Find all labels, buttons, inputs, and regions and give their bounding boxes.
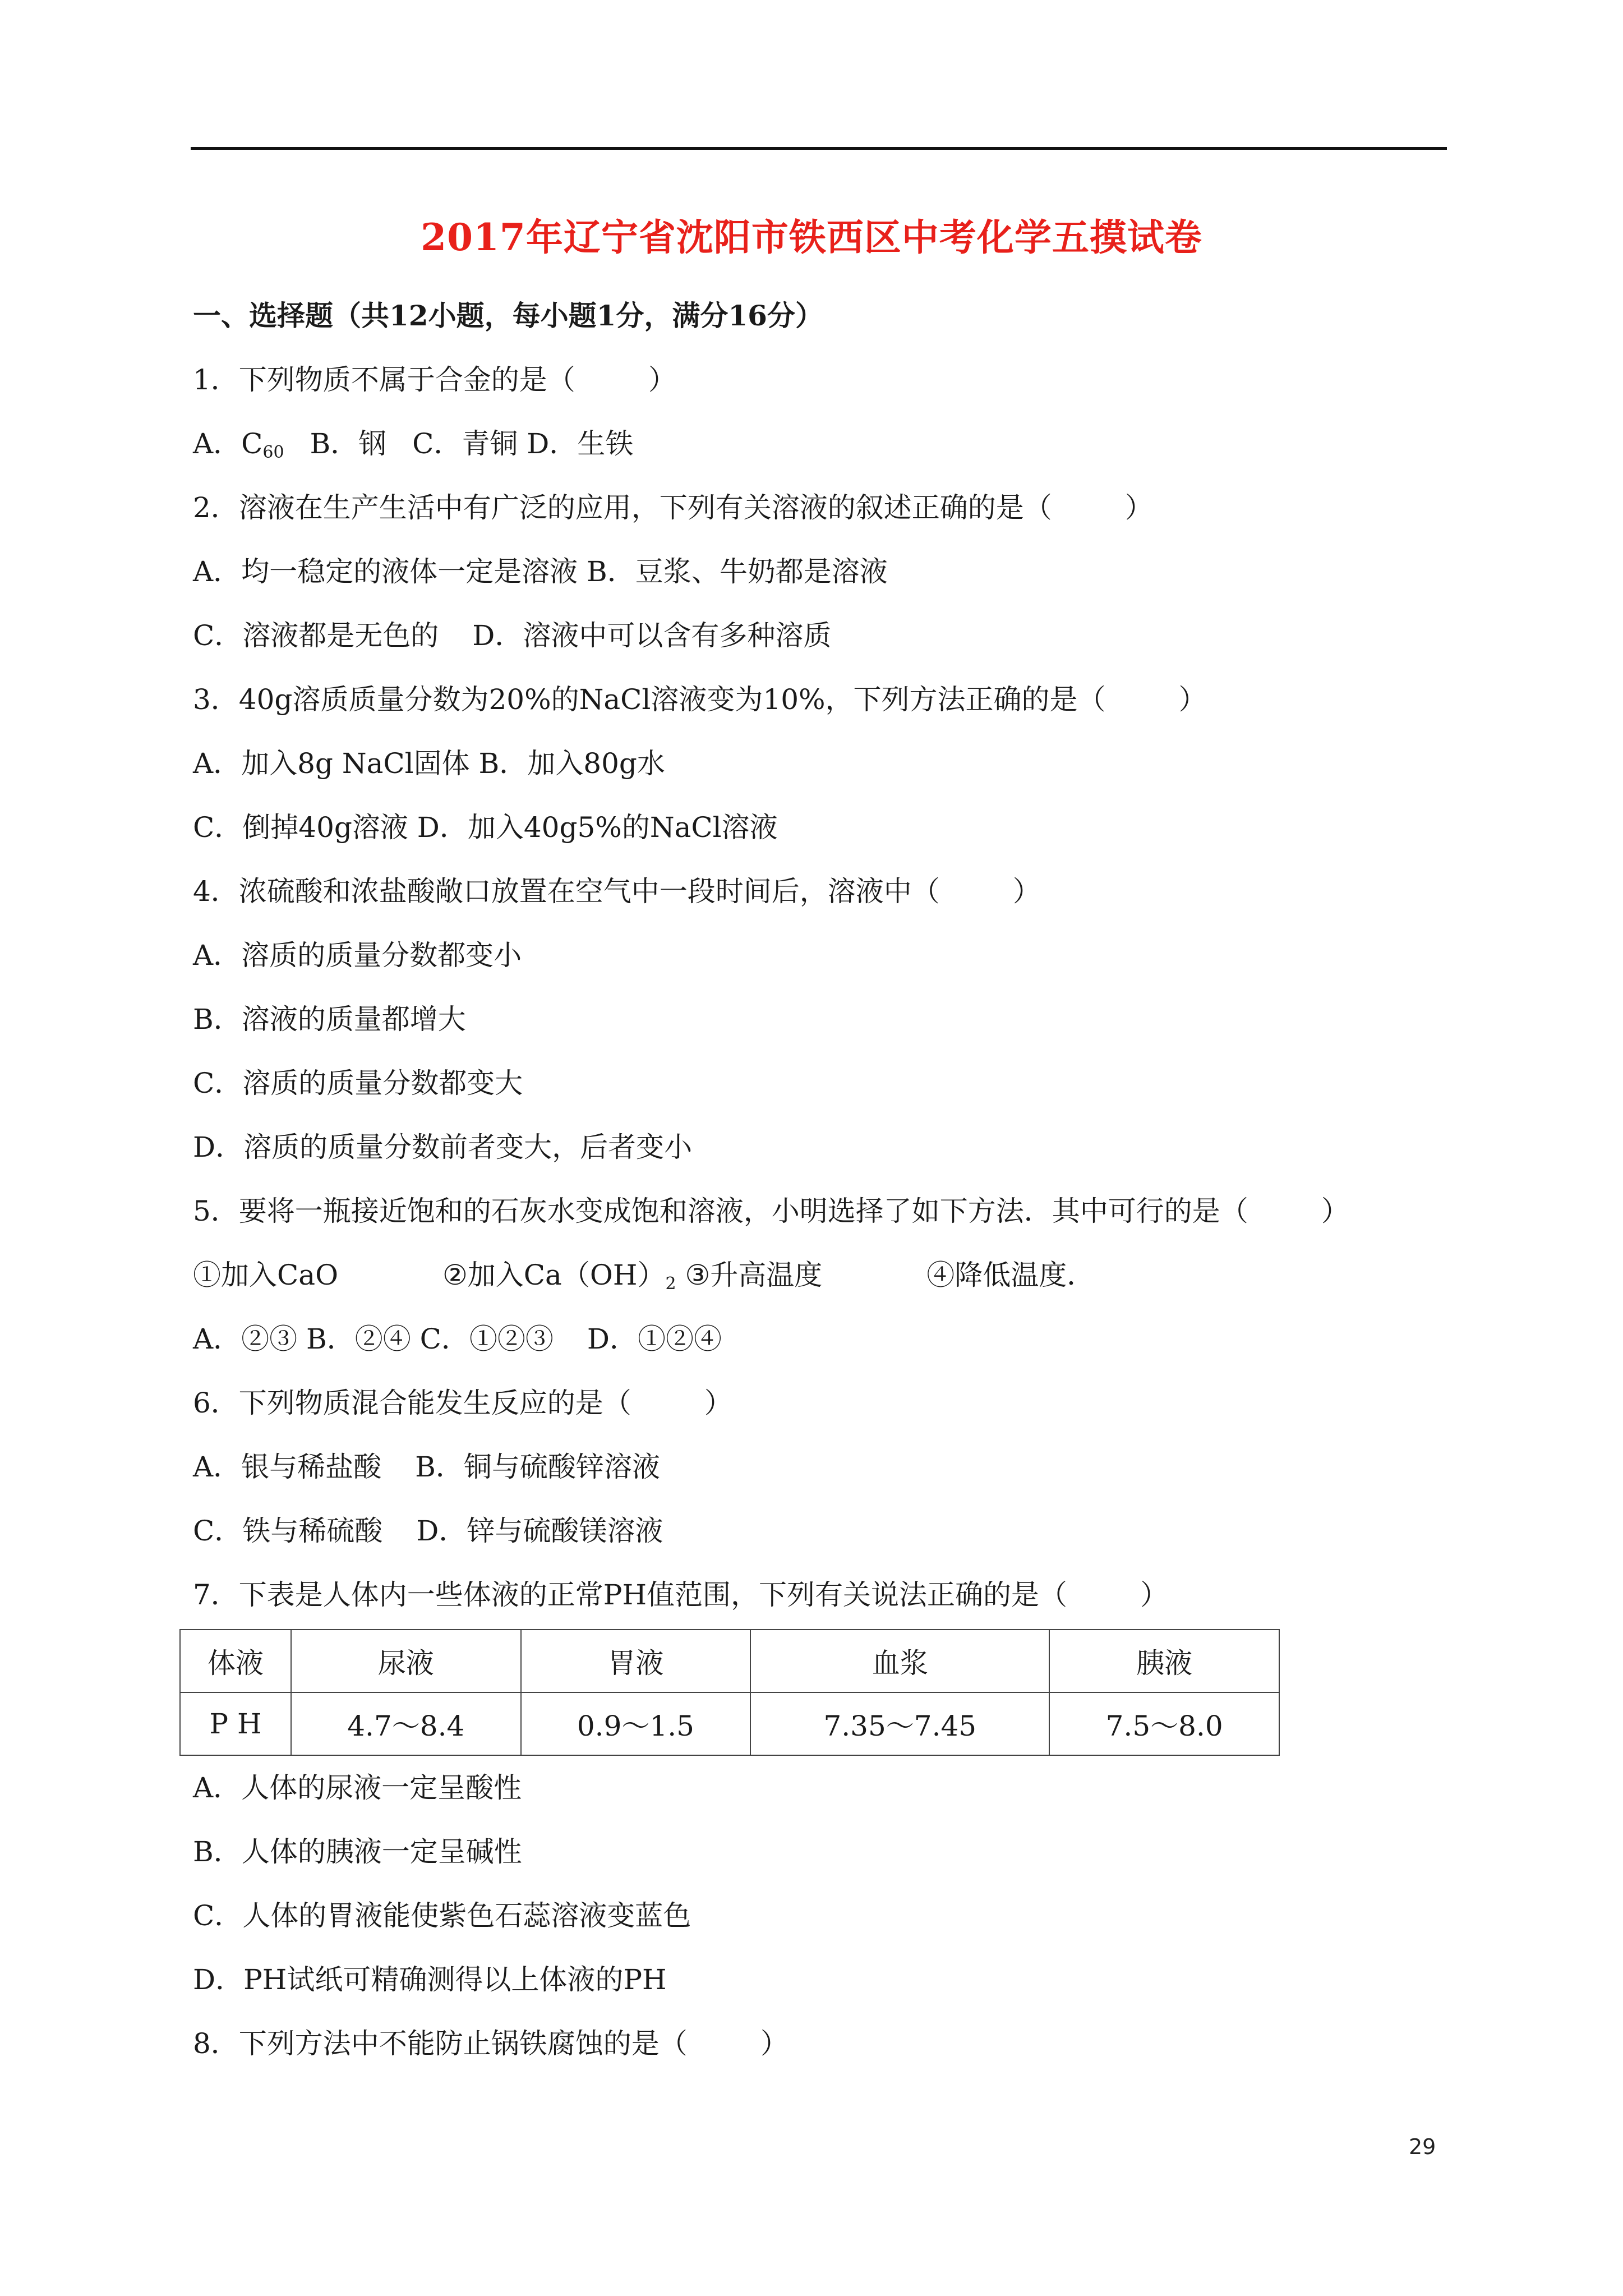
table-cell: P H [180,1692,291,1755]
method-3: ③升高温度 [685,1259,823,1291]
table-header-cell: 胰液 [1049,1630,1279,1692]
question-4-option-b: B．溶液的质量都增大 [193,1003,466,1036]
option-d: D．生铁 [527,427,634,460]
table-row [180,1692,1279,1755]
section-heading: 一、选择题（共12小题，每小题1分，满分16分） [193,299,823,332]
question-4-option-c: C．溶质的质量分数都变大 [193,1067,523,1099]
question-7-option-b: B．人体的胰液一定呈碱性 [193,1835,522,1868]
table-cell: 7.5～8.0 [1049,1692,1279,1755]
question-4-option-a: A．溶质的质量分数都变小 [193,939,522,972]
page-number: 29 [1409,2134,1436,2159]
question-3-options-cd: C．倒掉40g溶液 D．加入40g5%的NaCl溶液 [193,811,778,844]
table-header-cell: 胃液 [521,1630,751,1692]
question-5-methods [193,1261,1095,1292]
table-cell: 7.35～7.45 [750,1692,1049,1755]
question-6-options-ab: A．银与稀盐酸 B．铜与硫酸锌溶液 [193,1451,660,1483]
question-5-options: A．②③ B．②④ C．①②③ D．①②④ [193,1323,722,1355]
question-8-stem: 8．下列方法中不能防止锅铁腐蚀的是（ ） [193,2027,789,2060]
table-cell: 4.7～8.4 [291,1692,521,1755]
question-7-stem: 7．下表是人体内一些体液的正常PH值范围，下列有关说法正确的是（ ） [193,1579,1169,1611]
question-2-options-cd: C．溶液都是无色的 D．溶液中可以含有多种溶质 [193,619,832,652]
question-3-options-ab: A．加入8g NaCl固体 B．加入80g水 [193,747,665,780]
question-6-options-cd: C．铁与稀硫酸 D．锌与硫酸镁溶液 [193,1515,663,1547]
table-cell: 0.9～1.5 [521,1692,751,1755]
option-a: A．$C_{60}$ [193,427,284,462]
table-header-row [180,1630,1279,1692]
method-1: ①加入CaO [193,1259,339,1291]
option-b: B．钢 [310,427,387,460]
option-c: C．青铜 [412,427,518,460]
question-6-stem: 6．下列物质混合能发生反应的是（ ） [193,1387,732,1419]
question-4-option-d: D．溶质的质量分数前者变大，后者变小 [193,1131,693,1163]
method-2: ②加入$Ca(OH)_2$ [442,1259,676,1294]
table-header-cell: 血浆 [750,1630,1049,1692]
question-7-option-d: D．PH试纸可精确测得以上体液的PH [193,1963,667,1996]
ph-range-table [179,1629,1280,1756]
table-header-cell: 体液 [180,1630,291,1692]
question-2-stem: 2．溶液在生产生活中有广泛的应用，下列有关溶液的叙述正确的是（ ） [193,491,1153,524]
page-title: 2017年辽宁省沈阳市铁西区中考化学五摸试卷 [421,215,1202,259]
question-2-options-ab: A．均一稳定的液体一定是溶液 B．豆浆、牛奶都是溶液 [193,555,888,588]
question-1-options [193,427,634,462]
method-4: ④降低温度． [926,1259,1095,1291]
question-7-option-c: C．人体的胃液能使紫色石蕊溶液变蓝色 [193,1899,691,1932]
question-7-option-a: A．人体的尿液一定呈酸性 [193,1772,522,1804]
table-header-cell: 尿液 [291,1630,521,1692]
header-rule [191,147,1447,150]
question-3-stem: 3．40g溶质质量分数为20%的NaCl溶液变为10%，下列方法正确的是（ ） [193,683,1207,716]
question-4-stem: 4．浓硫酸和浓盐酸敞口放置在空气中一段时间后，溶液中（ ） [193,875,1041,908]
question-5-stem: 5．要将一瓶接近饱和的石灰水变成饱和溶液，小明选择了如下方法．其中可行的是（ ） [193,1195,1349,1227]
question-1-stem: 1．下列物质不属于合金的是（ ） [193,364,676,396]
